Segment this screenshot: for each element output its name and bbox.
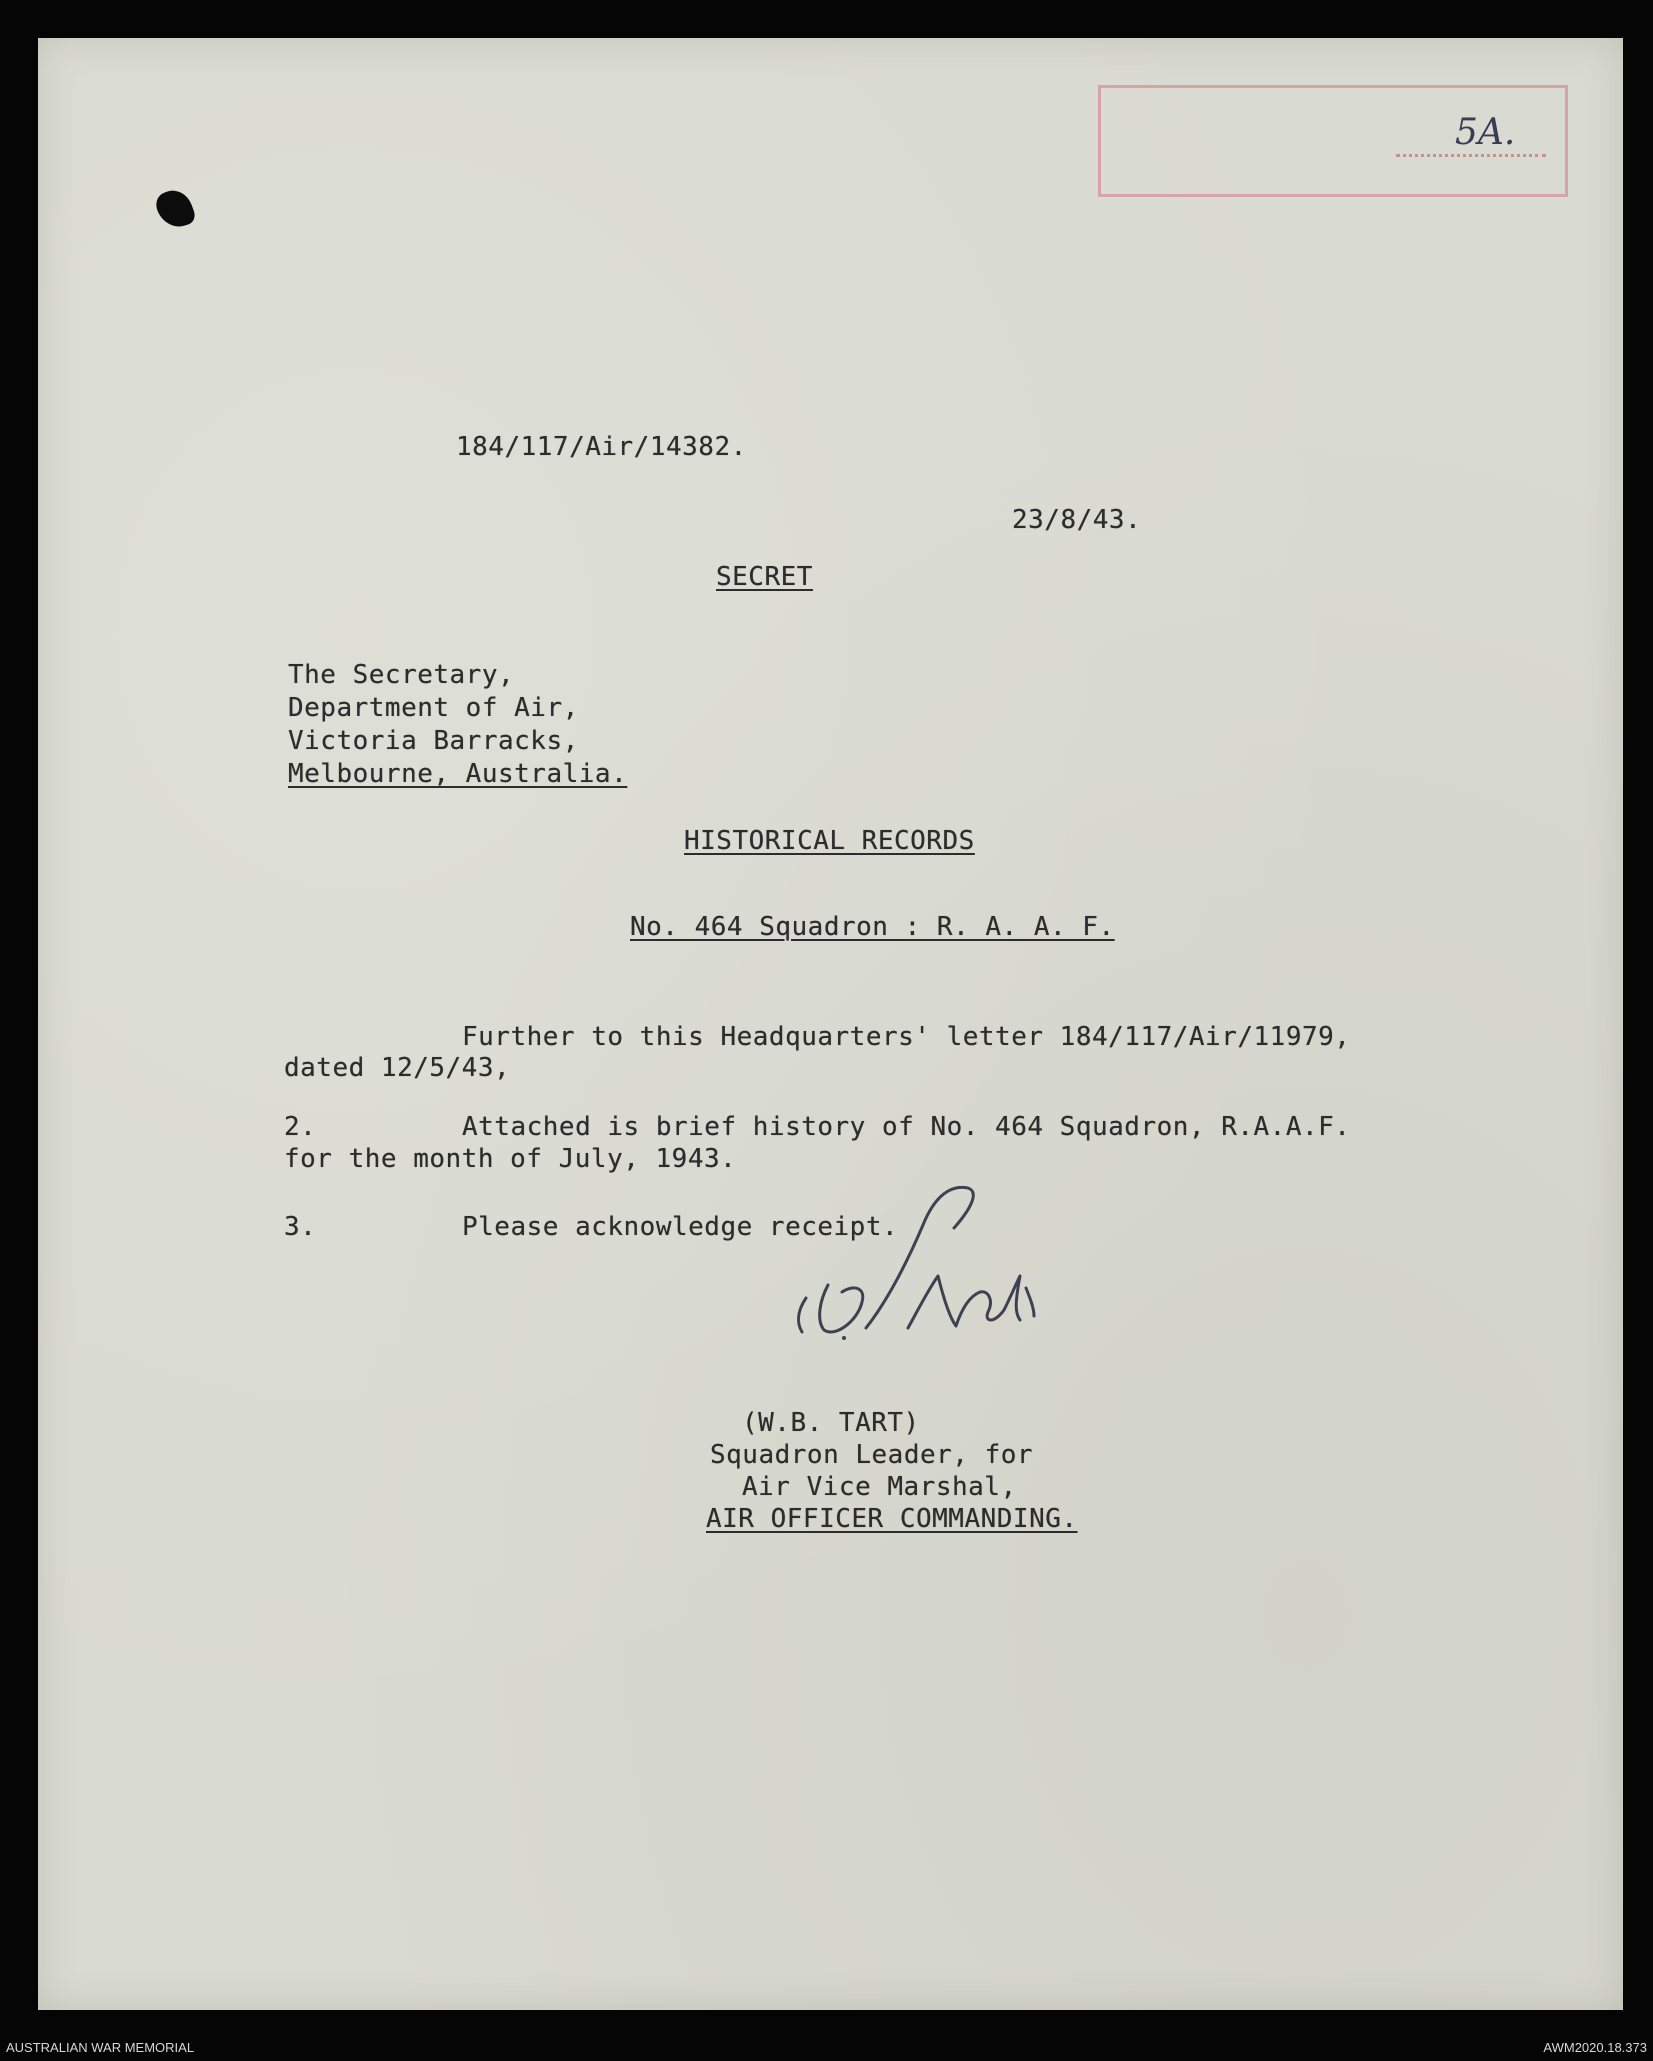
stamp-dotted-line: [1396, 154, 1546, 157]
paragraph-2-number: 2.: [284, 1112, 317, 1142]
signatory-title: Air Vice Marshal,: [742, 1472, 1017, 1502]
paragraph-2-line-1: Attached is brief history of No. 464 Squadron, R.A.A.F.: [462, 1112, 1351, 1142]
letter-date: 23/8/43.: [1012, 505, 1142, 535]
handwritten-folio-note: 5A.: [1455, 112, 1516, 153]
signatory-name: (W.B. TART): [742, 1408, 920, 1438]
reference-number: 184/117/Air/14382.: [456, 432, 747, 462]
signatory-rank: Squadron Leader, for: [710, 1440, 1034, 1470]
addressee-line-2: Department of Air,: [288, 693, 579, 723]
paragraph-3-line-1: Please acknowledge receipt.: [462, 1212, 899, 1242]
addressee-line-3: Victoria Barracks,: [288, 726, 579, 756]
paragraph-1-line-1: Further to this Headquarters' letter 184/117/Air/11979,: [462, 1022, 1351, 1052]
addressee-line-1: The Secretary,: [288, 660, 515, 690]
subject-heading: HISTORICAL RECORDS: [684, 826, 975, 856]
paragraph-2-line-2: for the month of July, 1943.: [284, 1144, 737, 1174]
signatory-office: AIR OFFICER COMMANDING.: [706, 1504, 1078, 1534]
handwritten-signature: [758, 1180, 1098, 1350]
addressee-line-4: Melbourne, Australia.: [288, 759, 628, 789]
footer-accession-number: AWM2020.18.373: [1543, 2040, 1647, 2055]
classification-heading: SECRET: [716, 562, 813, 592]
paragraph-1-line-2: dated 12/5/43,: [284, 1053, 511, 1083]
subject-squadron: No. 464 Squadron : R. A. A. F.: [630, 912, 1115, 942]
footer-institution: AUSTRALIAN WAR MEMORIAL: [6, 2040, 195, 2055]
paragraph-3-number: 3.: [284, 1212, 317, 1242]
